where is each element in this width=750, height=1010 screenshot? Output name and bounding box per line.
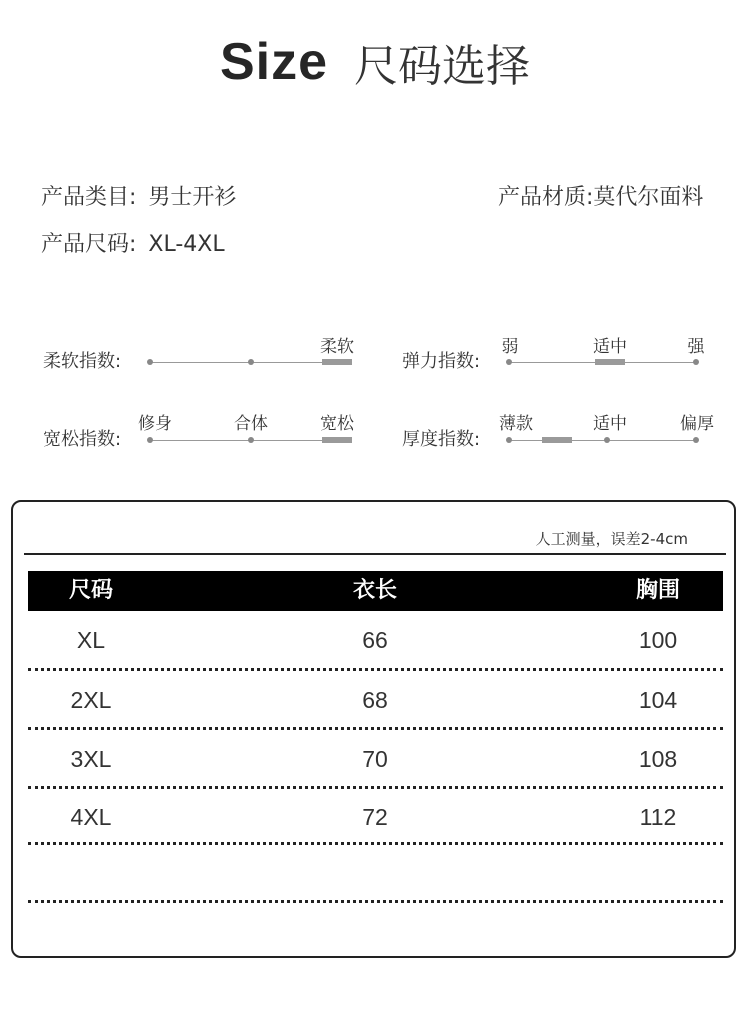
elasticity-dot-1 [506, 359, 512, 365]
cell-chest: 108 [638, 746, 678, 772]
row-divider [28, 786, 723, 789]
softness-tick-3: 柔软 [320, 337, 354, 357]
thickness-tick-2: 适中 [593, 414, 627, 434]
elasticity-dot-3 [693, 359, 699, 365]
cell-length: 66 [362, 627, 388, 653]
softness-index-label: 柔软指数: [43, 351, 122, 372]
thickness-tick-3: 偏厚 [680, 414, 714, 434]
cell-size: XL [76, 627, 106, 653]
elasticity-tick-2: 适中 [593, 337, 627, 357]
header-chest: 胸围 [635, 578, 681, 603]
material-info [498, 180, 703, 211]
cell-length: 70 [362, 746, 388, 772]
row-divider [28, 668, 723, 671]
table-row [28, 797, 723, 837]
looseness-dot-2 [248, 437, 254, 443]
cell-length: 68 [362, 687, 388, 713]
looseness-tick-2: 合体 [234, 414, 268, 434]
title-english: Size [219, 33, 329, 91]
table-header [28, 571, 723, 611]
size-range-info [41, 227, 225, 258]
thickness-tick-1: 薄款 [499, 414, 533, 434]
thickness-dot-2 [604, 437, 610, 443]
thickness-dot-1 [506, 437, 512, 443]
cell-chest: 112 [639, 804, 677, 830]
cell-length: 72 [362, 804, 388, 830]
looseness-selected-marker [322, 437, 352, 443]
material-label: 产品材质: [498, 185, 594, 210]
header-size: 尺码 [68, 578, 114, 603]
measurement-note: 人工测量，误差2-4cm [535, 530, 688, 548]
size-range-value: XL-4XL [148, 232, 225, 257]
elasticity-tick-1: 弱 [501, 337, 519, 357]
cell-size: 2XL [70, 687, 112, 713]
thickness-dot-3 [693, 437, 699, 443]
cell-chest: 104 [638, 687, 678, 713]
page-title [0, 30, 750, 94]
row-divider [28, 900, 723, 903]
category-info [41, 180, 236, 211]
thickness-track [509, 440, 696, 441]
table-row [28, 739, 723, 779]
elasticity-tick-3: 强 [687, 337, 705, 357]
row-divider [28, 727, 723, 730]
material-value: 莫代尔面料 [593, 185, 704, 210]
cell-size: 3XL [70, 746, 112, 772]
category-value: 男士开衫 [148, 185, 237, 210]
category-label: 产品类目: [41, 185, 137, 210]
thickness-selected-marker [542, 437, 572, 443]
softness-dot-2 [248, 359, 254, 365]
row-divider [28, 842, 723, 845]
looseness-tick-3: 宽松 [320, 414, 354, 434]
cell-size: 4XL [70, 804, 112, 830]
title-chinese: 尺码选择 [354, 41, 531, 92]
looseness-dot-1 [147, 437, 153, 443]
table-row [28, 680, 723, 720]
softness-dot-1 [147, 359, 153, 365]
header-length: 衣长 [352, 578, 398, 603]
looseness-tick-1: 修身 [138, 414, 172, 434]
size-range-label: 产品尺码: [41, 232, 137, 257]
looseness-index-label: 宽松指数: [43, 429, 122, 450]
elasticity-index-label: 弹力指数: [402, 351, 481, 372]
elasticity-selected-marker [595, 359, 625, 365]
thickness-index-label: 厚度指数: [402, 429, 481, 450]
cell-chest: 100 [638, 627, 678, 653]
softness-selected-marker [322, 359, 352, 365]
table-row [28, 620, 723, 660]
note-divider [24, 553, 726, 555]
